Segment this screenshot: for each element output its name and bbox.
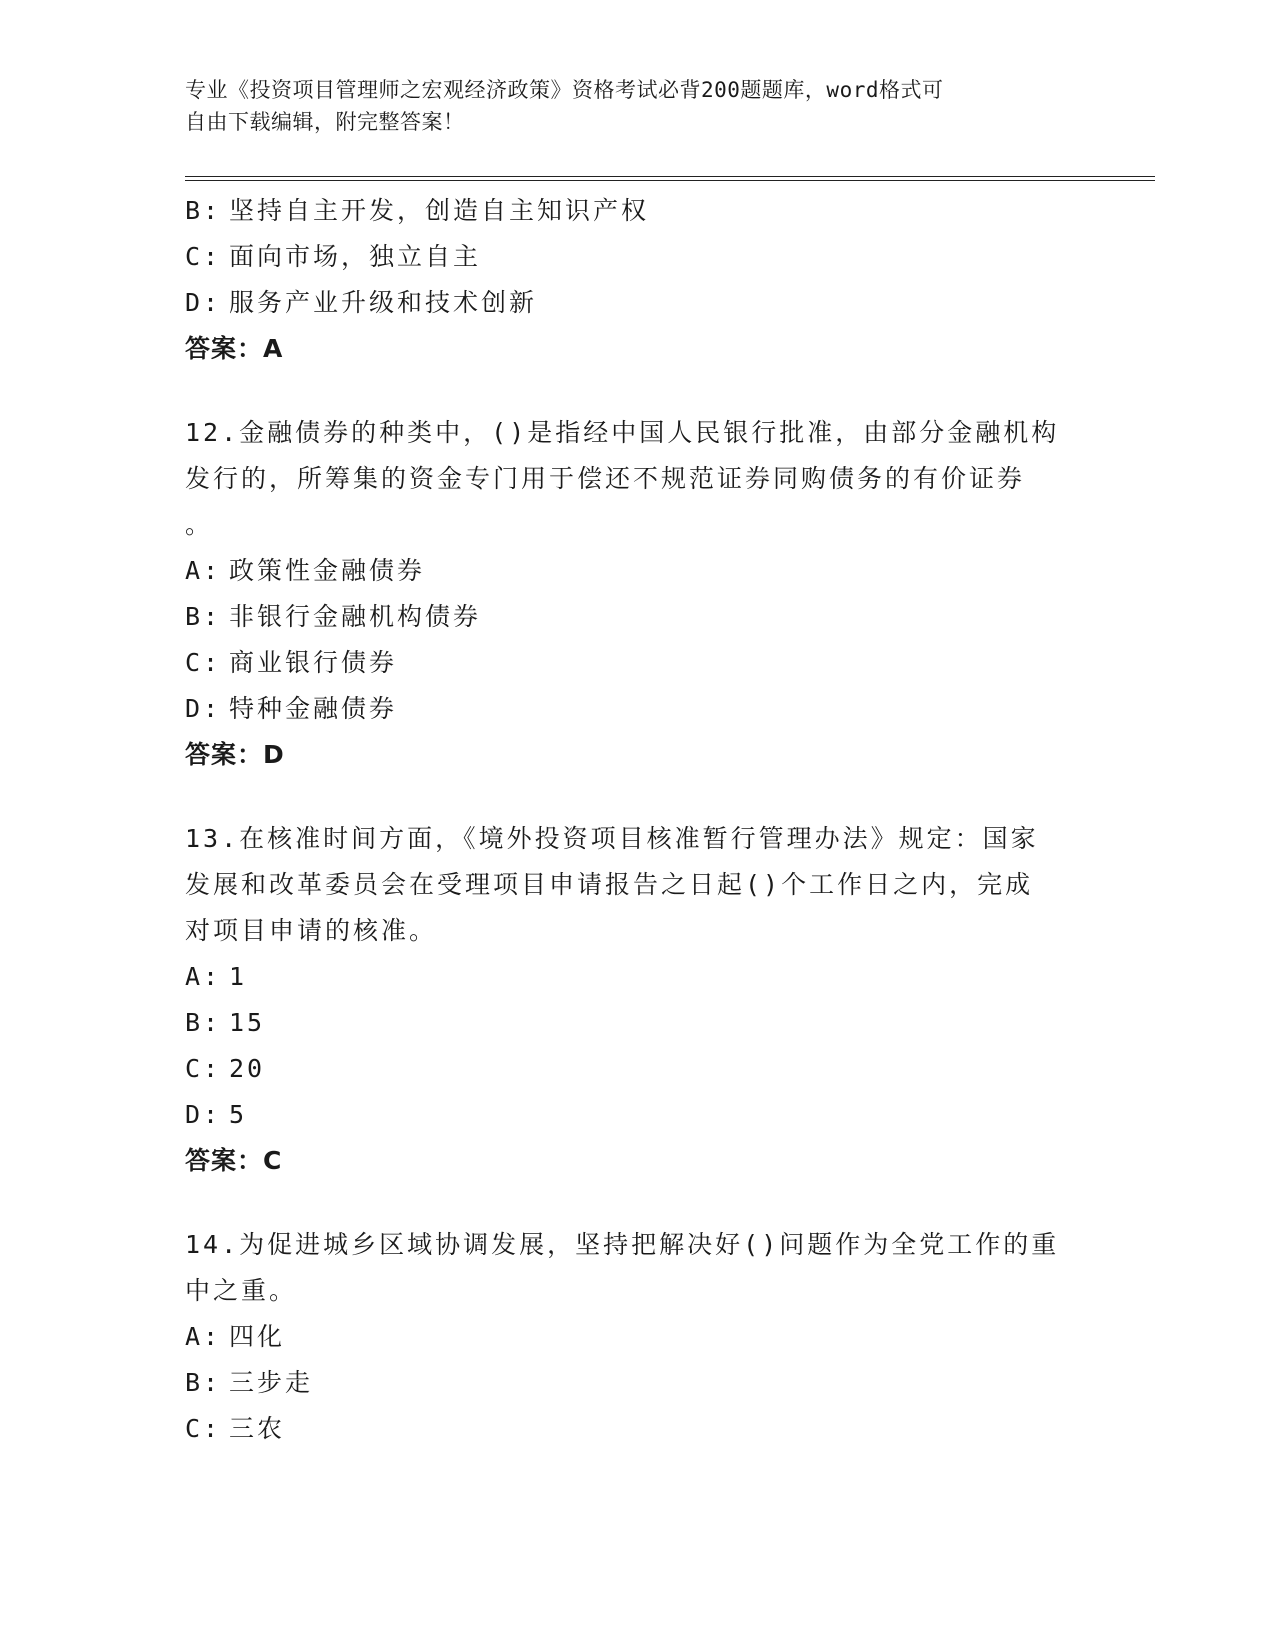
option-label: C:	[185, 1054, 222, 1083]
header-line: 专业《投资项目管理师之宏观经济政策》资格考试必背200题题库，word格式可	[185, 78, 944, 102]
option-d	[185, 280, 1065, 326]
option-b	[185, 188, 1065, 234]
question-list	[185, 188, 1065, 1452]
header-line: 自由下载编辑，附完整答案！	[185, 110, 465, 134]
option-text: 特种金融债券	[229, 694, 398, 723]
option-a	[185, 548, 1065, 594]
answer-line: 答案：A	[185, 334, 284, 363]
answer-line: 答案：D	[185, 740, 285, 769]
option-d	[185, 686, 1065, 732]
option-text: 15	[229, 1008, 266, 1037]
option-text: 服务产业升级和技术创新	[229, 288, 538, 317]
option-label: B:	[185, 196, 222, 225]
option-text: 1	[229, 962, 248, 991]
option-label: C:	[185, 1414, 222, 1443]
answer-line: 答案：C	[185, 1146, 283, 1175]
question-11	[185, 188, 1065, 372]
option-label: A:	[185, 1322, 222, 1351]
option-text: 商业银行债券	[229, 648, 398, 677]
document-header	[185, 74, 1065, 138]
option-label: A:	[185, 556, 222, 585]
option-label: C:	[185, 242, 222, 271]
question-14	[185, 1222, 1065, 1452]
question-stem-line: 中之重。	[185, 1276, 298, 1305]
question-stem-line: 。	[185, 510, 214, 539]
question-stem-line: 12.金融债券的种类中，()是指经中国人民银行批准，由部分金融机构	[185, 418, 1060, 447]
option-b	[185, 1000, 1065, 1046]
question-stem-line: 发展和改革委员会在受理项目申请报告之日起()个工作日之内，完成	[185, 870, 1034, 899]
option-label: D:	[185, 694, 222, 723]
question-stem-line: 14.为促进城乡区域协调发展，坚持把解决好()问题作为全党工作的重	[185, 1230, 1060, 1259]
question-stem-line: 13.在核准时间方面，《境外投资项目核准暂行管理办法》规定：国家	[185, 824, 1039, 853]
option-text: 面向市场，独立自主	[229, 242, 482, 271]
option-c	[185, 1046, 1065, 1092]
option-label: D:	[185, 1100, 222, 1129]
option-label: B:	[185, 1008, 222, 1037]
option-d	[185, 1092, 1065, 1138]
question-stem-line: 对项目申请的核准。	[185, 916, 438, 945]
option-b	[185, 1360, 1065, 1406]
option-b	[185, 594, 1065, 640]
option-c	[185, 640, 1065, 686]
option-a	[185, 1314, 1065, 1360]
option-text: 三步走	[229, 1368, 314, 1397]
option-text: 5	[229, 1100, 248, 1129]
option-c	[185, 1406, 1065, 1452]
option-a	[185, 954, 1065, 1000]
question-stem-line: 发行的，所筹集的资金专门用于偿还不规范证券同购债务的有价证券	[185, 464, 1026, 493]
option-text: 政策性金融债券	[229, 556, 426, 585]
option-c	[185, 234, 1065, 280]
header-divider	[185, 176, 1155, 181]
option-text: 非银行金融机构债券	[229, 602, 482, 631]
option-label: A:	[185, 962, 222, 991]
option-label: B:	[185, 602, 222, 631]
option-label: C:	[185, 648, 222, 677]
question-12	[185, 410, 1065, 778]
option-label: D:	[185, 288, 222, 317]
option-text: 坚持自主开发，创造自主知识产权	[229, 196, 650, 225]
option-text: 三农	[229, 1414, 286, 1443]
option-text: 四化	[229, 1322, 286, 1351]
question-13	[185, 816, 1065, 1184]
option-label: B:	[185, 1368, 222, 1397]
option-text: 20	[229, 1054, 266, 1083]
